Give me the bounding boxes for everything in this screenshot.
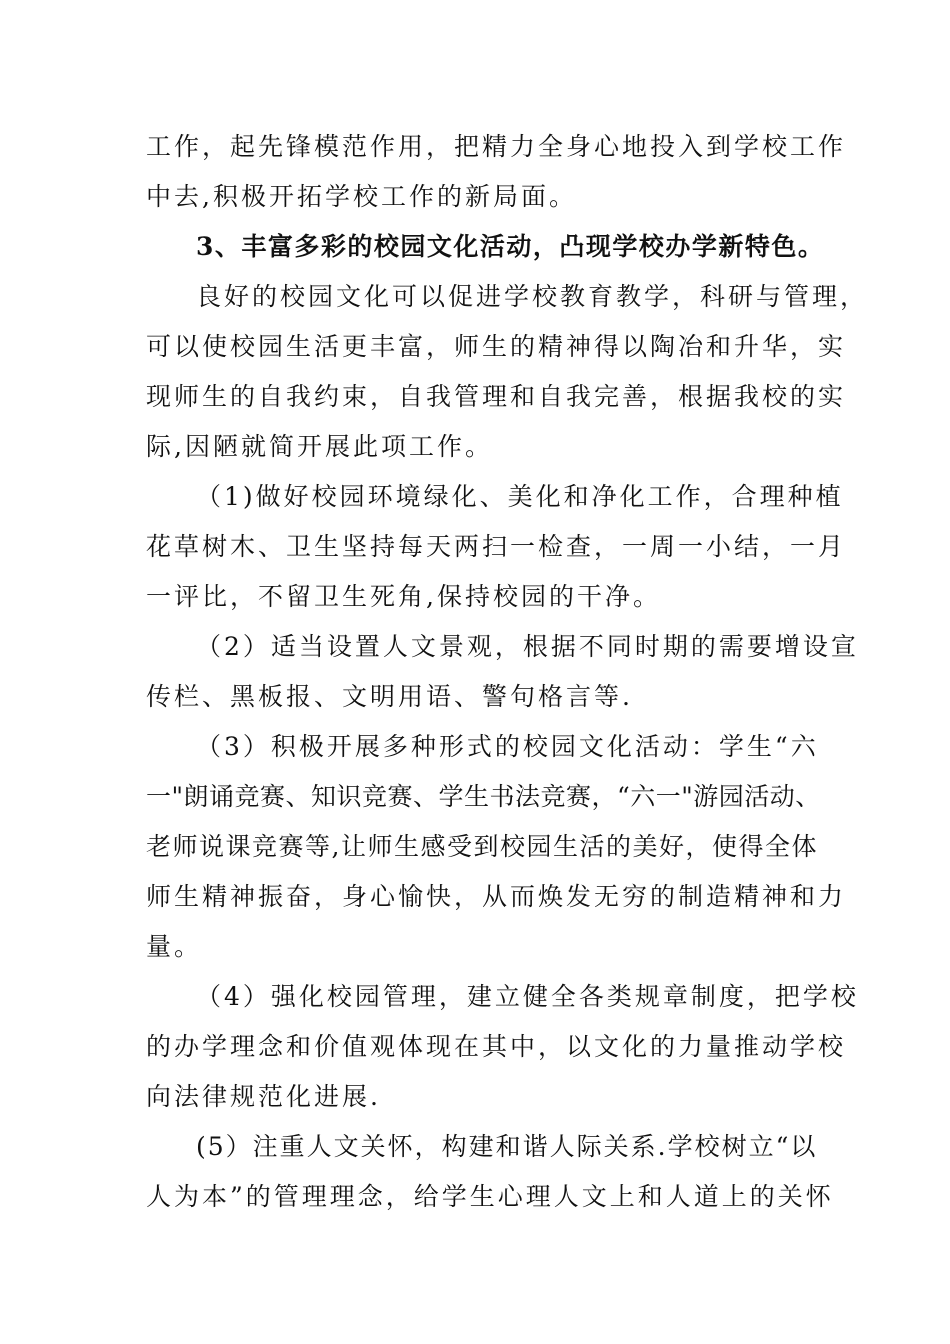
body-text-line: 向法律规范化进展. bbox=[146, 1082, 381, 1111]
list-item-2: （2）适当设置人文景观，根据不同时期的需要增设宣 bbox=[196, 632, 859, 661]
body-text-line: 的办学理念和价值观体现在其中，以文化的力量推动学校 bbox=[146, 1032, 847, 1061]
list-item-3: （3）积极开展多种形式的校园文化活动：学生“六 bbox=[196, 732, 819, 761]
section-heading: 3、丰富多彩的校园文化活动，凸现学校办学新特色。 bbox=[196, 232, 825, 261]
body-text-line: 老师说课竞赛等,让师生感受到校园生活的美好，使得全体 bbox=[146, 832, 818, 861]
body-text-line: 良好的校园文化可以促进学校教育教学，科研与管理， bbox=[196, 282, 869, 311]
body-text-line: 可以使校园生活更丰富，师生的精神得以陶冶和升华，实 bbox=[146, 332, 847, 361]
body-text-line: 一评比，不留卫生死角,保持校园的干净。 bbox=[146, 582, 661, 611]
body-text-line: 量。 bbox=[146, 932, 203, 961]
body-text-line: 一"朗诵竞赛、知识竞赛、学生书法竞赛，“六一"游园活动、 bbox=[146, 782, 821, 811]
body-text-line: 际,因陋就简开展此项工作。 bbox=[146, 432, 493, 461]
body-text-line: 传栏、黑板报、文明用语、警句格言等. bbox=[146, 682, 633, 711]
list-item-4: （4）强化校园管理，建立健全各类规章制度，把学校 bbox=[196, 982, 859, 1011]
body-text-line: 中去,积极开拓学校工作的新局面。 bbox=[146, 182, 577, 211]
body-text-line: 师生精神振奋，身心愉快，从而焕发无穷的制造精神和力 bbox=[146, 882, 847, 911]
list-item-5: (5）注重人文关怀，构建和谐人际关系.学校树立“以 bbox=[196, 1132, 818, 1161]
body-text-line: 人为本”的管理理念，给学生心理人文上和人道上的关怀 bbox=[146, 1182, 834, 1211]
body-text-line: 现师生的自我约束，自我管理和自我完善，根据我校的实 bbox=[146, 382, 847, 411]
body-text-line: 工作，起先锋模范作用，把精力全身心地投入到学校工作 bbox=[146, 132, 847, 161]
list-item-1: （1)做好校园环境绿化、美化和净化工作，合理种植 bbox=[196, 482, 844, 511]
body-text-line: 花草树木、卫生坚持每天两扫一检查，一周一小结，一月 bbox=[146, 532, 847, 561]
